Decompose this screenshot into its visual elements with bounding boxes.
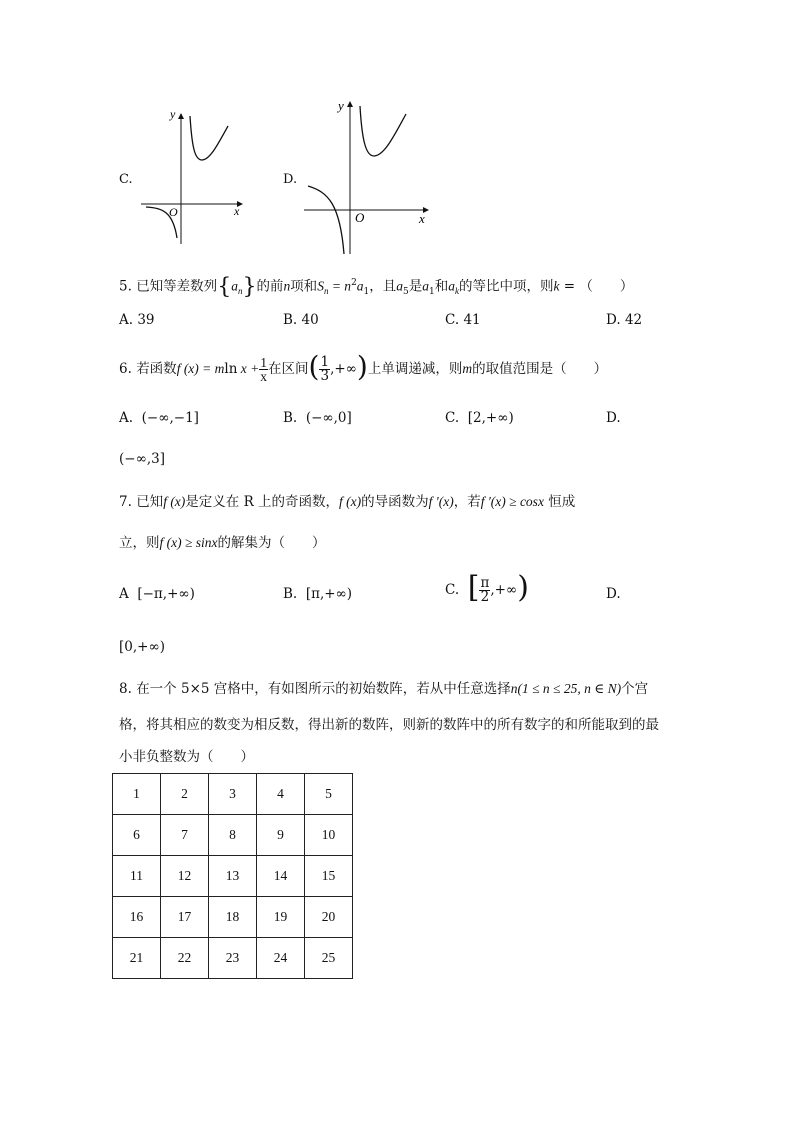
question-7-line-1: 7. 已知f (x)是定义在 R 上的奇函数，f (x)的导函数为f ′(x)，若f ′(x) ≥ cosx 恒成 [119,494,576,510]
q6-option-c[interactable]: C. [2,+∞) [445,410,514,426]
question-6: 6. 若函数f (x) = mln x + $\frac{1}{x}$ 在区间( $\frac{1}{3}$ ,+∞)上单调递减，则m的取值范围是（ ） [119,350,608,384]
x-axis-label: x [234,204,240,218]
grid-cell: 4 [257,774,305,815]
origin-label: O [169,205,178,219]
x-axis-label: x [419,211,425,226]
grid-cell: 21 [113,938,161,979]
question-8-line-2: 格，将其相应的数变为相反数，得出新的数阵，则新的数阵中的所有数字的和所能取到的最 [119,717,659,733]
grid-cell: 1 [113,774,161,815]
grid-cell: 19 [257,897,305,938]
q7-option-d[interactable]: D. [606,586,621,602]
option-d-graph [300,96,435,258]
q7-option-a[interactable]: A [−π,+∞) [119,586,195,602]
grid-row [113,815,353,856]
grid-cell: 23 [209,938,257,979]
right-branch-curve [360,106,406,156]
left-branch-curve [308,186,344,254]
grid-cell: 13 [209,856,257,897]
question-number: 7. [119,494,132,510]
y-axis-label: y [170,108,176,121]
question-8-line-1: 8. 在一个 5×5 宫格中，有如图所示的初始数阵，若从中任意选择n(1 ≤ n ≤ 25, n ∈ N)个宫 [119,681,649,697]
q5-option-a[interactable]: A. 39 [119,312,155,328]
option-c-graph [138,108,250,248]
grid-cell: 14 [257,856,305,897]
q7-option-b[interactable]: B. [π,+∞) [283,586,353,602]
grid-cell: 10 [305,815,353,856]
question-5: 5. 已知等差数列$\{a_n\}$的前n项和$S_n = n^2a_1$，且$a_5$是$a_1$和$a_k$的等比中项，则k = （ ） [119,274,634,300]
number-grid [112,773,353,979]
grid-cell: 5 [305,774,353,815]
grid-cell: 17 [161,897,209,938]
grid-cell: 18 [209,897,257,938]
grid-cell: 8 [209,815,257,856]
grid-cell: 22 [161,938,209,979]
grid-cell: 6 [113,815,161,856]
q6-option-d[interactable]: D. [606,410,621,426]
origin-label: O [355,210,365,225]
grid-cell: 25 [305,938,353,979]
grid-row [113,774,353,815]
grid-cell: 15 [305,856,353,897]
q5-option-b[interactable]: B. 40 [283,312,319,328]
grid-cell: 20 [305,897,353,938]
question-number: 6. [119,361,132,377]
q6-option-a[interactable]: A. (−∞,−1] [119,410,199,426]
option-c-label: C. [119,172,133,187]
q7-option-d-value: [0,+∞) [119,639,165,655]
grid-cell: 12 [161,856,209,897]
grid-row [113,938,353,979]
question-8-line-3: 小非负整数为（ ） [119,749,254,765]
question-number: 8. [119,681,132,697]
q5-option-c[interactable]: C. 41 [445,312,481,328]
right-branch-curve [190,116,228,160]
q5-option-d[interactable]: D. 42 [606,312,643,328]
q7-option-c[interactable]: C. [ $\frac{\pi}{2}$ ,+∞) [445,570,529,605]
question-7-line-2: 立，则f (x) ≥ sinx的解集为（ ） [119,535,326,551]
grid-cell: 2 [161,774,209,815]
grid-cell: 3 [209,774,257,815]
question-number: 5. [119,278,132,295]
grid-cell: 9 [257,815,305,856]
grid-cell: 16 [113,897,161,938]
y-axis-label: y [338,98,344,113]
grid-cell: 11 [113,856,161,897]
grid-row [113,897,353,938]
q6-option-d-value: (−∞,3] [119,451,165,467]
grid-cell: 24 [257,938,305,979]
option-d-label: D. [283,172,298,187]
grid-cell: 7 [161,815,209,856]
grid-row [113,856,353,897]
q6-option-b[interactable]: B. (−∞,0] [283,410,352,426]
